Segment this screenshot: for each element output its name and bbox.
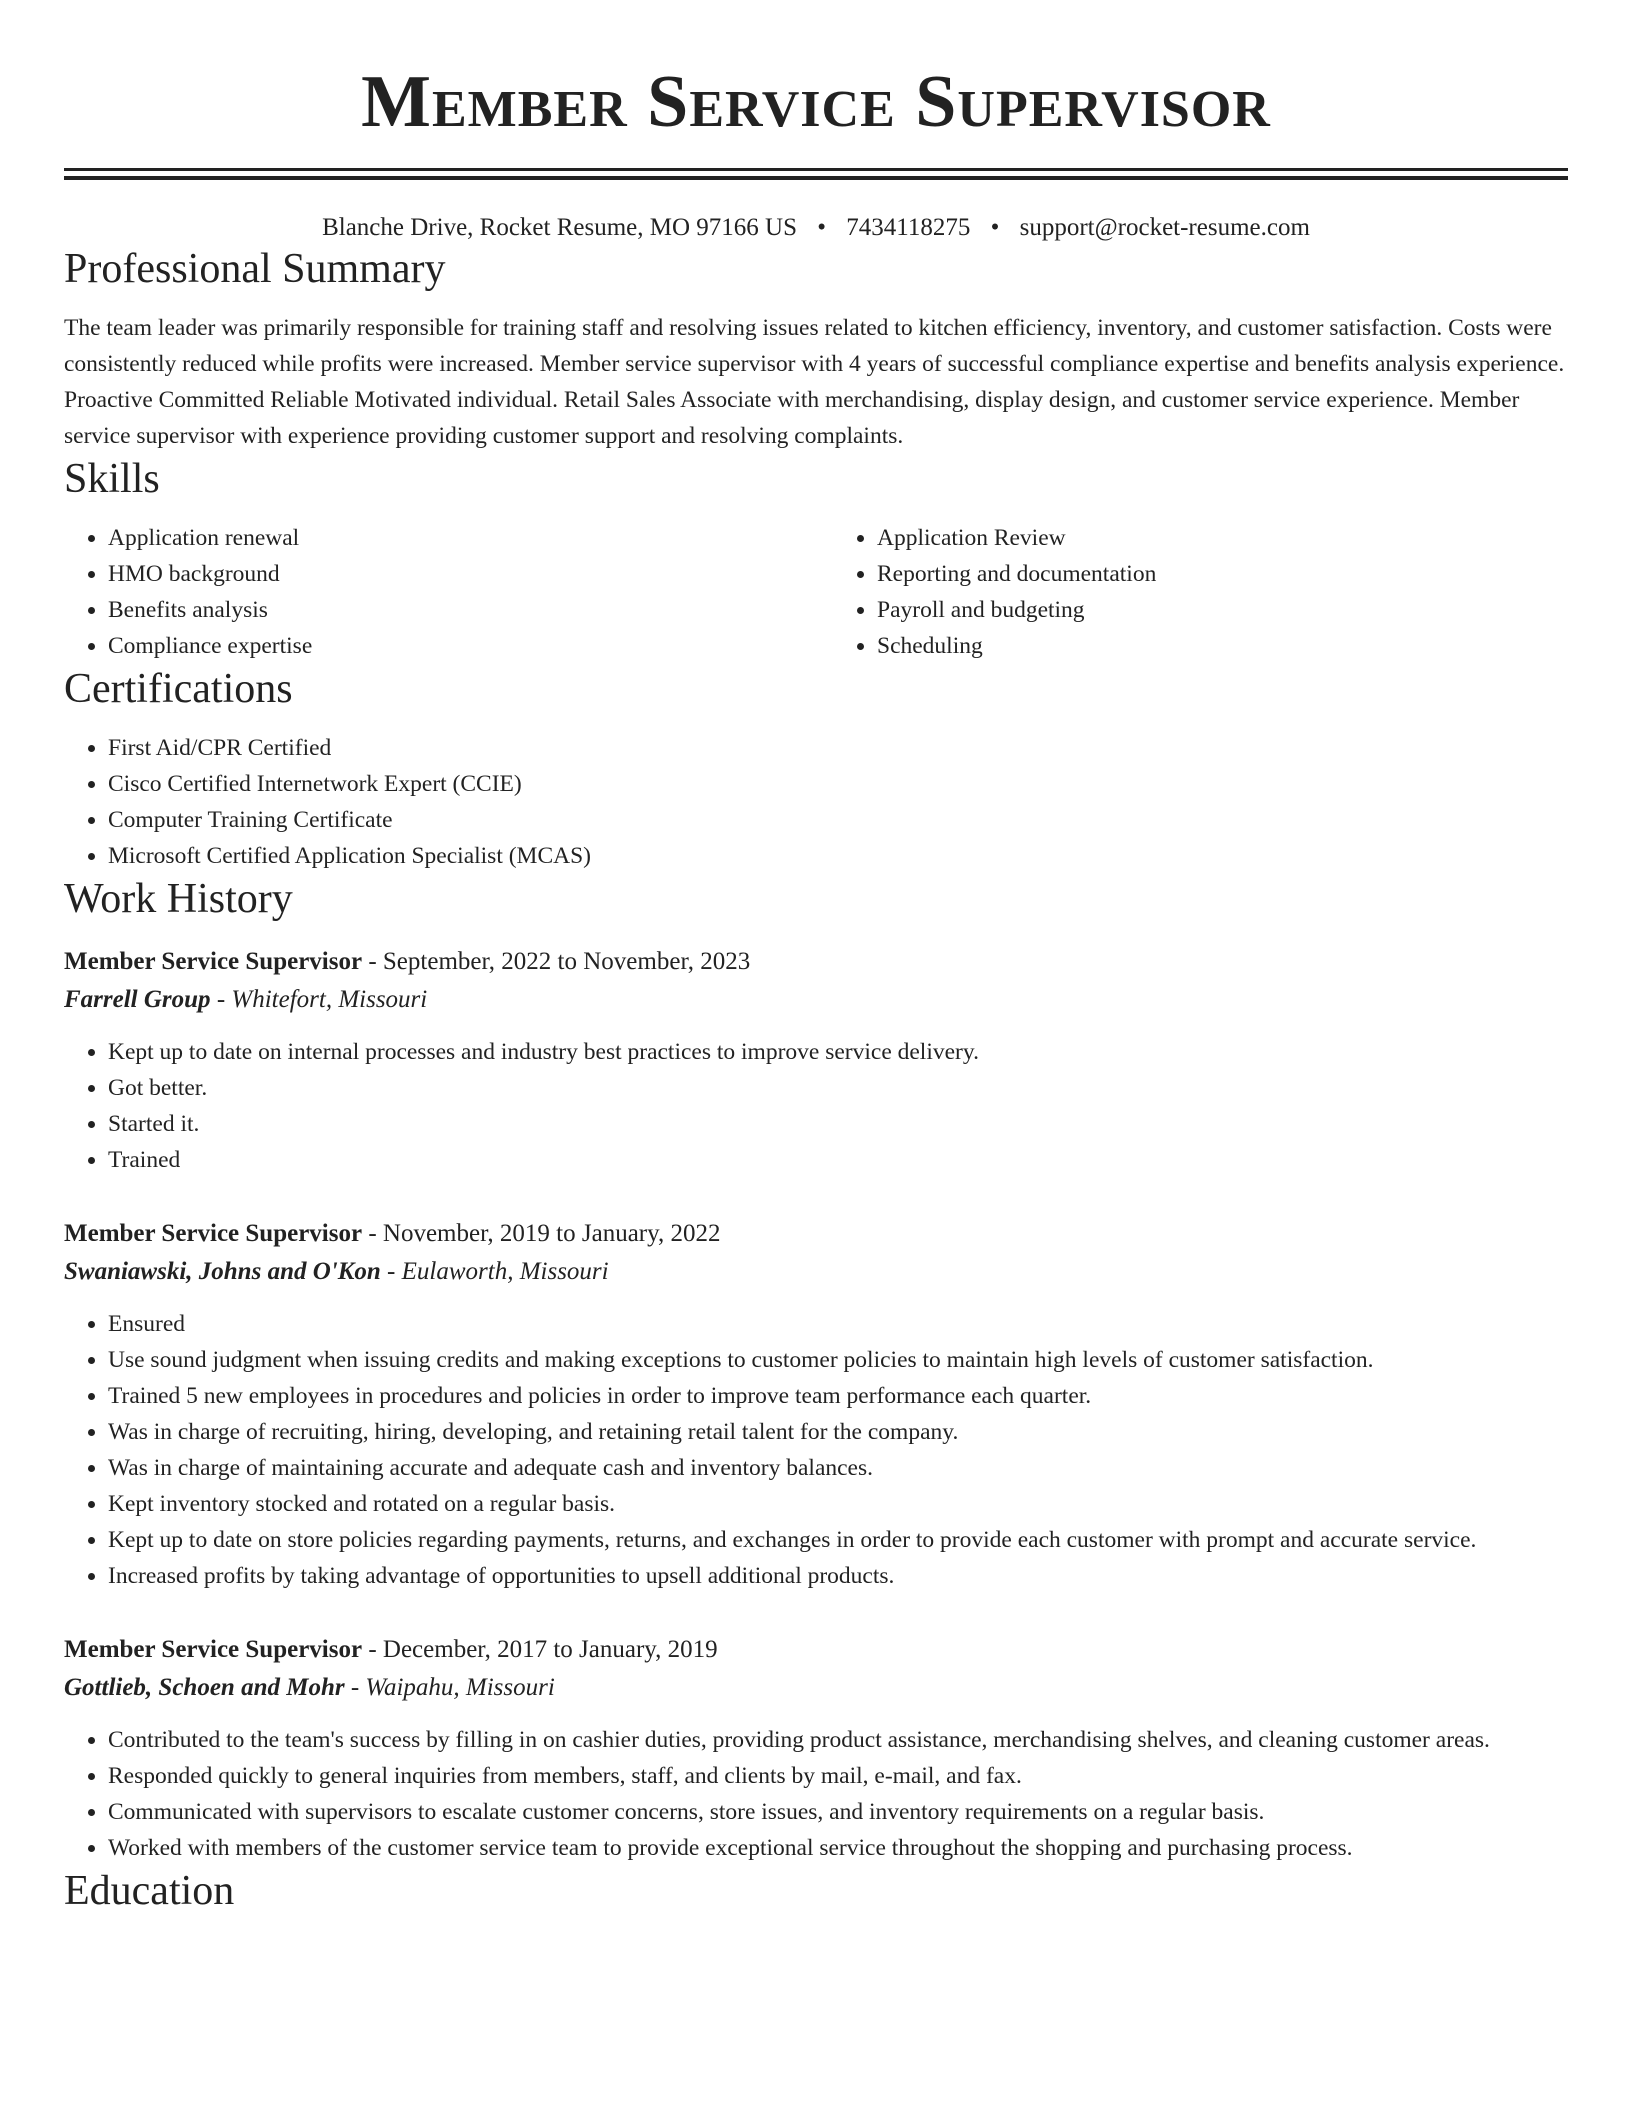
contact-line	[64, 212, 1568, 244]
job-role: Member Service Supervisor	[64, 1636, 363, 1663]
job-bullet: • Use sound judgment when issuing credits and making exceptions to customer policies to maintain high levels of customer satisfaction.	[108, 1342, 1568, 1378]
job-bullet: • Ensured	[108, 1306, 1568, 1342]
job-location: - Whitefort, Missouri	[216, 986, 428, 1013]
skills-heading: Skills	[64, 456, 160, 502]
job-role: Member Service Supervisor	[64, 1220, 363, 1247]
education-heading: Education	[64, 1868, 235, 1914]
resume-name: Member Service Supervisor	[361, 61, 1271, 143]
skill-item: • Application renewal	[108, 520, 799, 556]
header-rule-top	[64, 168, 1568, 171]
job-employer	[64, 1668, 1568, 1708]
job-bullet: • Kept up to date on internal processes and industry best practices to improve service delivery.	[108, 1034, 1568, 1070]
contact-address: Blanche Drive, Rocket Resume, MO 97166 US	[322, 214, 798, 241]
job-employer	[64, 1252, 1568, 1292]
job-company: Swaniawski, Johns and O'Kon	[64, 1258, 381, 1285]
certification-item: • Computer Training Certificate	[108, 802, 1568, 838]
job-bullet: • Was in charge of maintaining accurate and adequate cash and inventory balances.	[108, 1450, 1568, 1486]
job-bullet: • Kept inventory stocked and rotated on a regular basis.	[108, 1486, 1568, 1522]
skills-column-left	[64, 520, 799, 664]
job-bullet: • Contributed to the team's success by filling in on cashier duties, providing product assistance, merchandising shelves, and cleaning customer areas.	[108, 1722, 1568, 1758]
certification-item: • Cisco Certified Internetwork Expert (CCIE)	[108, 766, 1568, 802]
contact-separator: •	[817, 214, 827, 241]
skill-item: • Payroll and budgeting	[877, 592, 1568, 628]
summary-text: The team leader was primarily responsible for training staff and resolving issues related to kitchen efficiency, inventory, and customer satisfaction. Costs were consistently reduced while profits were increased. Member service supervisor with 4 years of successful compliance expertise and benefits analysis experience. Proactive Committed Reliable Motivated individual. Retail Sales Associate with merchandising, display design, and customer service experience. Member service supervisor with experience providing customer support and resolving complaints.	[64, 315, 1565, 449]
job-entry	[64, 944, 1568, 1178]
skills-list	[64, 520, 1568, 664]
job-bullet: • Started it.	[108, 1106, 1568, 1142]
skill-item: • Scheduling	[877, 628, 1568, 664]
job-entry	[64, 1216, 1568, 1594]
skills-column-right	[799, 520, 1568, 664]
job-header	[64, 1632, 1568, 1668]
job-bullets	[64, 1034, 1568, 1178]
job-bullet: • Responded quickly to general inquiries from members, staff, and clients by mail, e-mail, and fax.	[108, 1758, 1568, 1794]
job-location: - Eulaworth, Missouri	[387, 1258, 609, 1285]
job-header	[64, 1216, 1568, 1252]
job-bullet: • Kept up to date on store policies regarding payments, returns, and exchanges in order to provide each customer with prompt and accurate service.	[108, 1522, 1568, 1558]
header-rule-bottom	[64, 176, 1568, 180]
certifications-list	[64, 730, 1568, 874]
job-company: Farrell Group	[64, 986, 211, 1013]
certification-item: • First Aid/CPR Certified	[108, 730, 1568, 766]
job-bullet: • Got better.	[108, 1070, 1568, 1106]
certifications-heading: Certifications	[64, 666, 293, 712]
job-bullet: • Trained 5 new employees in procedures and policies in order to improve team performance each quarter.	[108, 1378, 1568, 1414]
work-history-heading: Work History	[64, 876, 293, 922]
contact-phone: 7434118275	[846, 214, 971, 241]
certification-item: • Microsoft Certified Application Specialist (MCAS)	[108, 838, 1568, 874]
job-header	[64, 944, 1568, 980]
job-dates: - September, 2022 to November, 2023	[368, 948, 751, 975]
job-bullet: • Communicated with supervisors to escalate customer concerns, store issues, and inventory requirements on a regular basis.	[108, 1794, 1568, 1830]
job-dates: - November, 2019 to January, 2022	[368, 1220, 721, 1247]
job-bullet: • Increased profits by taking advantage of opportunities to upsell additional products.	[108, 1558, 1568, 1594]
job-bullets	[64, 1306, 1568, 1594]
job-entry	[64, 1632, 1568, 1866]
job-bullet: • Worked with members of the customer service team to provide exceptional service throughout the shopping and purchasing process.	[108, 1830, 1568, 1866]
job-company: Gottlieb, Schoen and Mohr	[64, 1674, 345, 1701]
summary-heading: Professional Summary	[64, 246, 446, 292]
job-location: - Waipahu, Missouri	[350, 1674, 555, 1701]
job-role: Member Service Supervisor	[64, 948, 363, 975]
contact-separator: •	[990, 214, 1000, 241]
job-bullets	[64, 1722, 1568, 1866]
skill-item: • HMO background	[108, 556, 799, 592]
contact-email: support@rocket-resume.com	[1019, 214, 1310, 241]
job-employer	[64, 980, 1568, 1020]
skill-item: • Benefits analysis	[108, 592, 799, 628]
skill-item: • Application Review	[877, 520, 1568, 556]
job-bullet: • Trained	[108, 1142, 1568, 1178]
job-dates: - December, 2017 to January, 2019	[368, 1636, 718, 1663]
resume-page	[64, 0, 1568, 1916]
job-bullet: • Was in charge of recruiting, hiring, developing, and retaining retail talent for the company.	[108, 1414, 1568, 1450]
skill-item: • Compliance expertise	[108, 628, 799, 664]
skill-item: • Reporting and documentation	[877, 556, 1568, 592]
